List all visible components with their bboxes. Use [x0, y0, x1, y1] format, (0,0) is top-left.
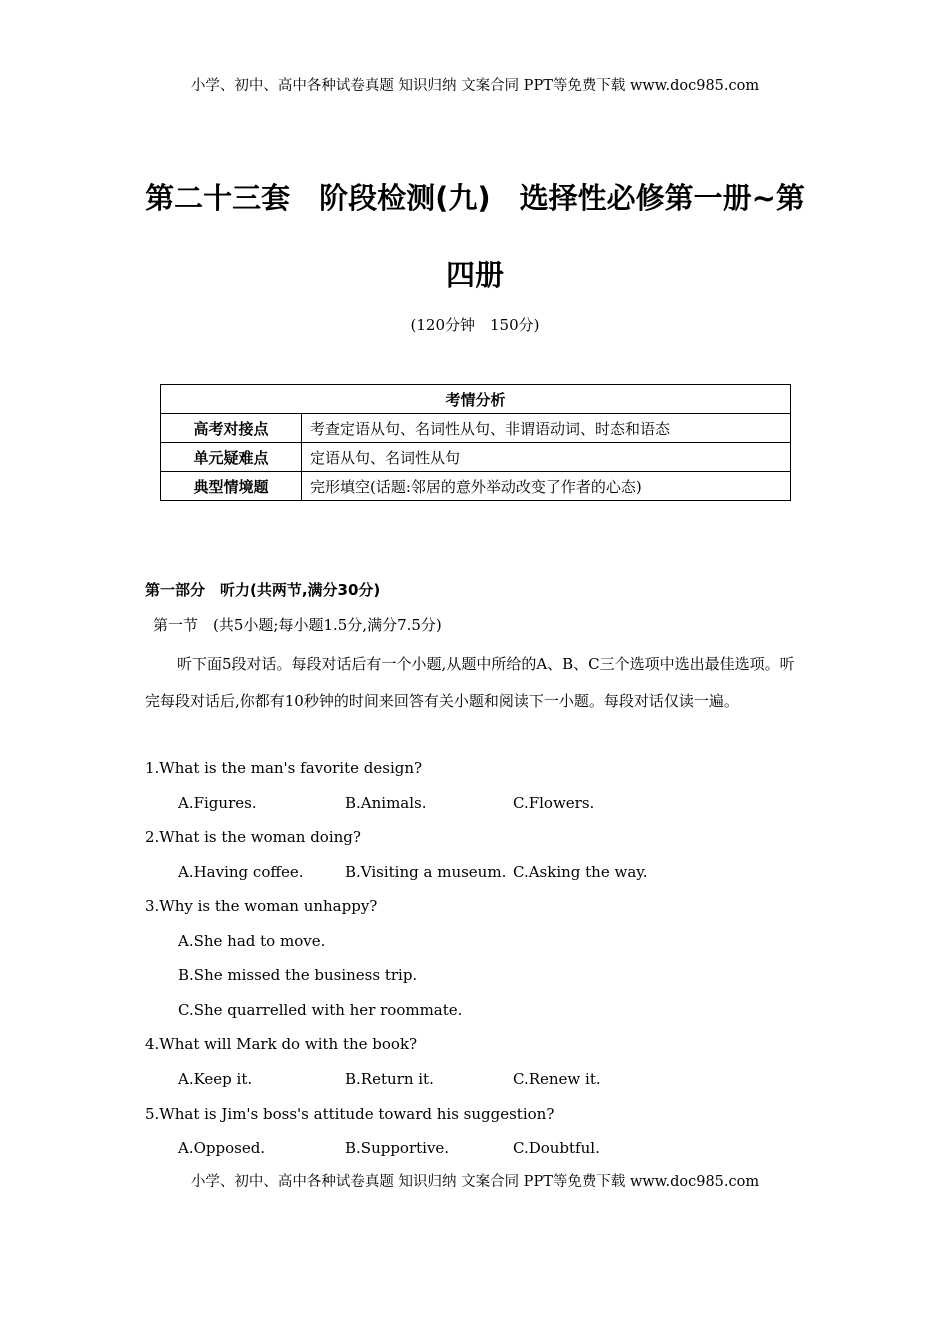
option-b: B.She missed the business trip.: [178, 966, 418, 984]
option-b: B.Return it.: [345, 1070, 434, 1088]
row-content: 定语从句、名词性从句: [302, 443, 791, 472]
time-info: (120分钟 150分): [410, 316, 540, 334]
option-c: C.Asking the way.: [513, 863, 648, 881]
page-header: 小学、初中、高中各种试卷真题 知识归纳 文案合同 PPT等免费下载 www.doc985.com: [190, 78, 760, 94]
question-1: 1.What is the man's favorite design?: [145, 759, 423, 777]
page-title-line1: 第二十三套 阶段检测(九) 选择性必修第一册~第: [145, 181, 805, 215]
section-heading: 第一节 (共5小题;每小题1.5分,满分7.5分): [153, 616, 442, 634]
question-5: 5.What is Jim's boss's attitude toward his suggestion?: [145, 1105, 555, 1123]
option-a: A.She had to move.: [178, 932, 326, 950]
row-label: 典型情境题: [161, 472, 302, 501]
option-c: C.She quarrelled with her roommate.: [178, 1001, 463, 1019]
question-3: 3.Why is the woman unhappy?: [145, 897, 378, 915]
option-a: A.Having coffee.: [178, 863, 304, 881]
table-row: [161, 414, 791, 443]
table-row: [161, 443, 791, 472]
row-label: 单元疑难点: [161, 443, 302, 472]
part-heading: 第一部分 听力(共两节,满分30分): [145, 581, 381, 599]
option-a: A.Keep it.: [178, 1070, 253, 1088]
analysis-table-header: 考情分析: [161, 385, 791, 414]
option-c: C.Doubtful.: [513, 1139, 600, 1157]
question-2: 2.What is the woman doing?: [145, 828, 361, 846]
option-c: C.Flowers.: [513, 794, 595, 812]
row-content: 考查定语从句、名词性从句、非谓语动词、时态和语态: [302, 414, 791, 443]
option-b: B.Supportive.: [345, 1139, 450, 1157]
question-4: 4.What will Mark do with the book?: [145, 1035, 418, 1053]
analysis-table: [160, 384, 791, 501]
option-c: C.Renew it.: [513, 1070, 601, 1088]
row-content: 完形填空(话题:邻居的意外举动改变了作者的心态): [302, 472, 791, 501]
page-title-line2: 四册: [445, 258, 504, 292]
table-row: [161, 472, 791, 501]
option-b: B.Animals.: [345, 794, 427, 812]
page-footer: 小学、初中、高中各种试卷真题 知识归纳 文案合同 PPT等免费下载 www.doc985.com: [190, 1174, 760, 1190]
instructions: 听下面5段对话。每段对话后有一个小题,从题中所给的A、B、C三个选项中选出最佳选项。听完每段对话后,你都有10秒钟的时间来回答有关小题和阅读下一小题。每段对话仅读一遍。: [145, 655, 795, 710]
option-a: A.Figures.: [178, 794, 257, 812]
option-b: B.Visiting a museum.: [345, 863, 507, 881]
row-label: 高考对接点: [161, 414, 302, 443]
option-a: A.Opposed.: [178, 1139, 266, 1157]
